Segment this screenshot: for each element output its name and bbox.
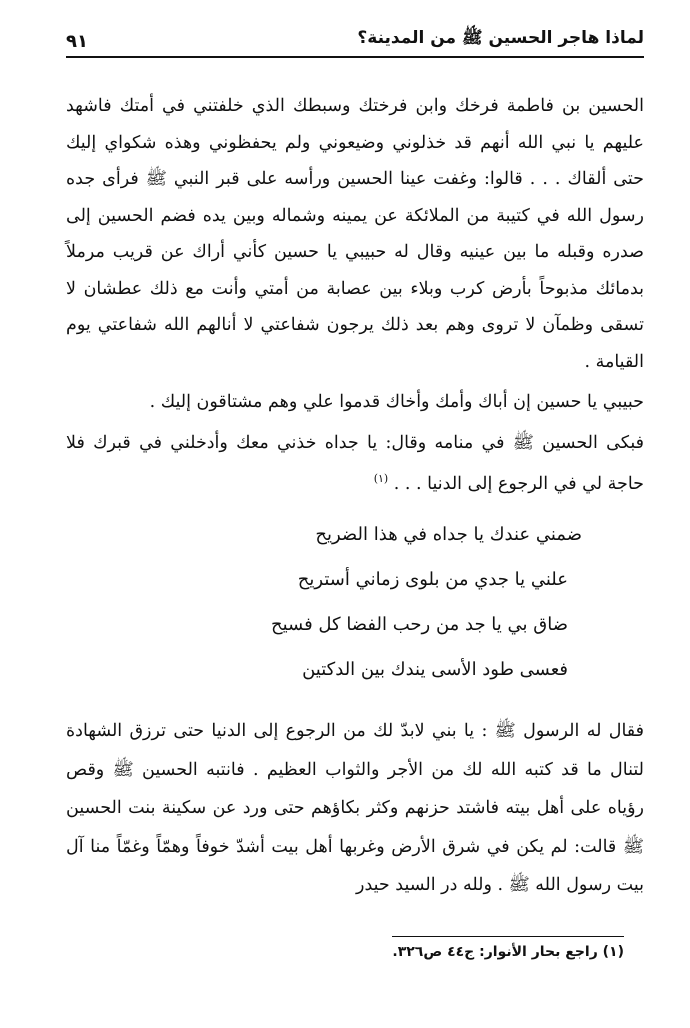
running-header: [66, 28, 644, 58]
paragraph-4: فقال له الرسول ﷺ : يا بني لابدّ لك من الرجوع إلى الدنيا حتى ترزق الشهادة لتنال ما قد كتبه الله لك من الأجر والثواب العظيم . فانتبه الحسين ﷺ وقص رؤياه على أهل بيته فاشتد حزنهم وكثر بكاؤهم حتى ورد عن سكينة بنت الحسين ﷺ قالت: لم يكن في شرق الأرض وغربها أهل بيت أشدّ خوفاً وهمّاً وغمّاً منا آل بيت رسول الله ﷺ . ولله در السيد حيدر: [66, 721, 644, 895]
footnote-marker: (١): [373, 472, 389, 485]
poem-verse: علني يا جدي من بلوى زماني أستريح: [297, 569, 568, 590]
poem: [66, 512, 644, 692]
poem-verse: ضمني عندك يا جداه في هذا الضريح: [315, 524, 582, 545]
main-text: [66, 88, 644, 506]
page-number: ٩١: [66, 31, 88, 52]
footnote: (١) راجع بحار الأنوار: ج٤٤ ص٣٢٦.: [392, 944, 624, 960]
poem-verse: فعسى طود الأسى يندك بين الدكتين: [302, 659, 568, 680]
poem-verse: ضاق بي يا جد من رحب الفضا كل فسيح: [270, 614, 568, 635]
footnote-divider: [392, 936, 624, 937]
chapter-title: لماذا هاجر الحسين ﷺ من المدينة؟: [357, 28, 644, 48]
paragraph-1: الحسين بن فاطمة فرخك وابن فرختك وسبطك الذي خلفتني في أمتك فاشهد عليهم يا نبي الله أنهم قد خذلوني وضيعوني ولم يحفظوني وهذه شكواي إليك حتى ألقاك . . . قالوا: وغفت عينا الحسين ورأسه على قبر النبي ﷺ فرأى جده رسول الله في كتيبة من الملائكة عن يمينه وشماله وبين يده فضم الحسين إلى صدره وقبله ما بين عينيه وقال له حبيبي يا حسين كأني أراك عن قريب مرملاً بدمائك مذبوحاً بأرض كرب وبلاء بين عصابة من أمتي وأنت مع ذلك عطشان لا تسقى وظمآن لا تروى وهم بعد ذلك يرجون شفاعتي لا أنالهم الله شفاعتي يوم القيامة .: [66, 96, 644, 372]
paragraph-2: حبيبي يا حسين إن أباك وأمك وأخاك قدموا علي وهم مشتاقون إليك .: [149, 392, 644, 412]
paragraph-3: [66, 425, 644, 503]
paragraph-3-text: فبكى الحسين ﷺ في منامه وقال: يا جداه خذني معك وأدخلني في قبرك فلا حاجة لي في الرجوع إلى الدنيا . . .: [66, 432, 644, 494]
closing-text: [66, 712, 644, 905]
